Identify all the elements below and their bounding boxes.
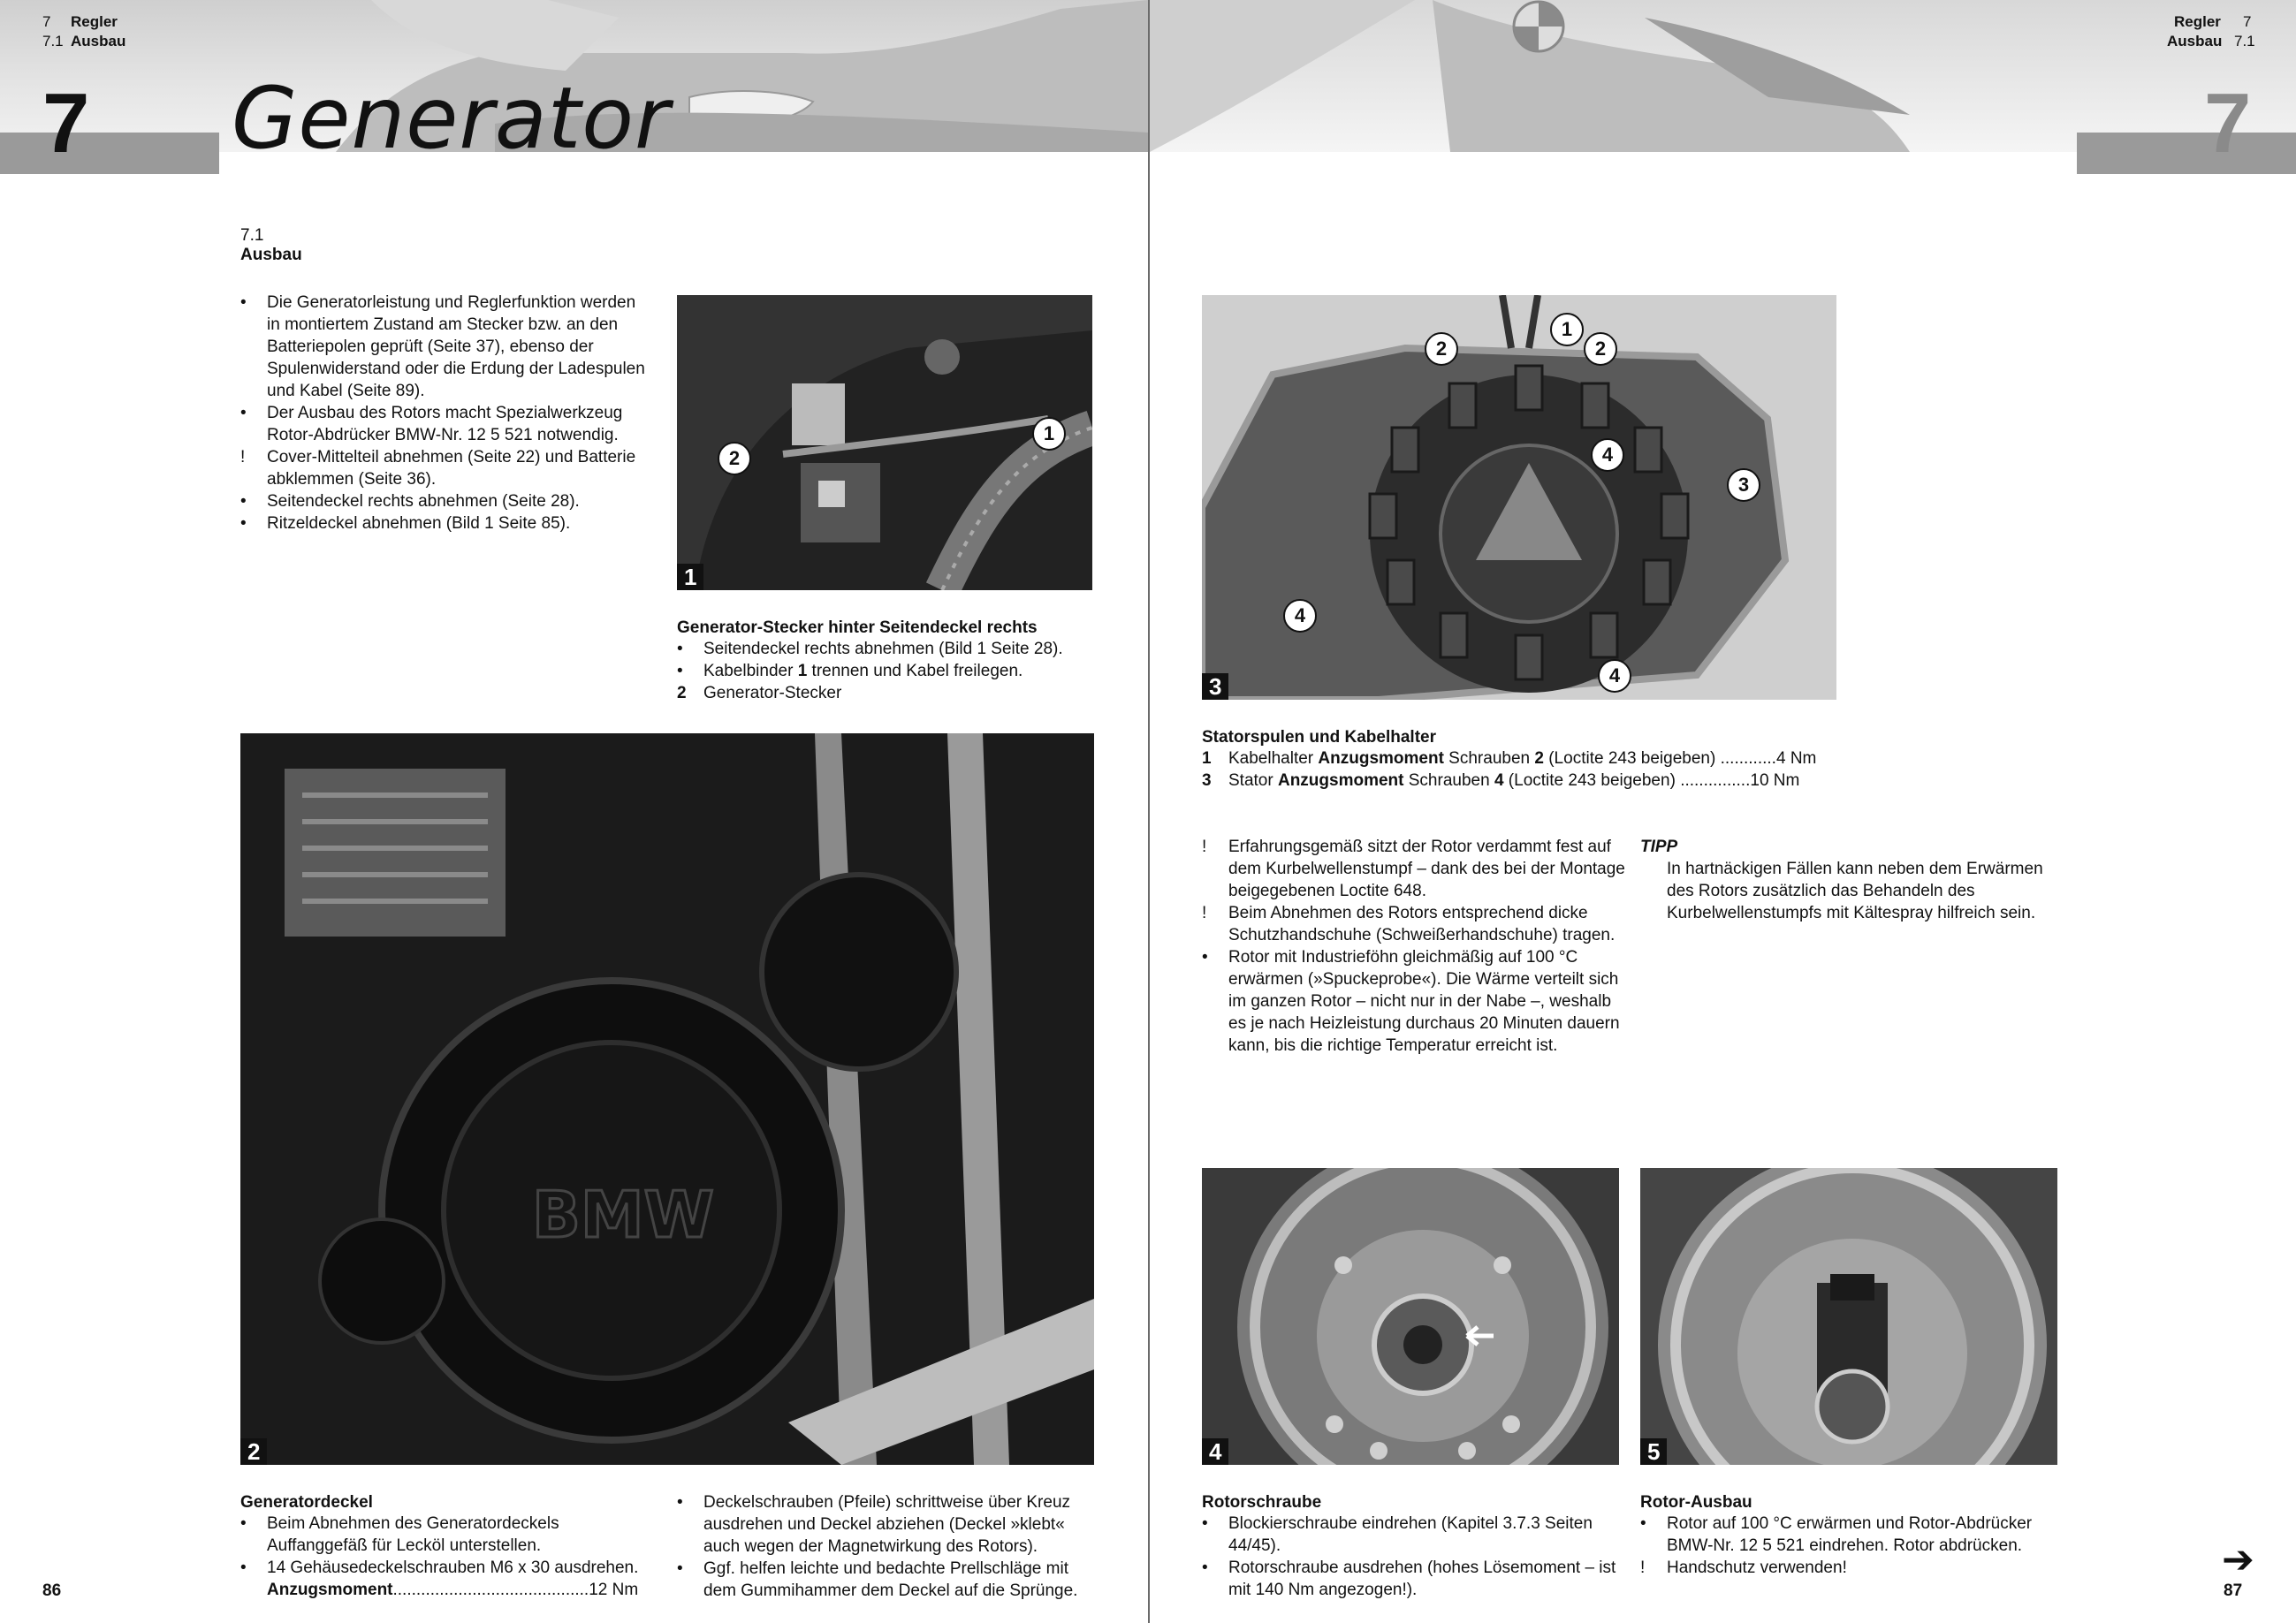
list-item: • Ggf. helfen leichte und bedachte Prellschläge mit dem Gummihammer dem Deckel auf die Sprünge. [677, 1559, 1078, 1600]
rotor-warning-list [1202, 836, 1626, 1057]
list-item: • Blockierschraube eindrehen (Kapitel 3.7.3 Seiten 44/45). [1202, 1514, 1593, 1555]
chapter-bar-left [0, 133, 219, 174]
running-head-section-num-right: 7.1 [2234, 33, 2255, 49]
list-item: 2 Generator-Stecker [677, 684, 842, 702]
chapter-bar-right [2077, 133, 2296, 174]
list-item: • Seitendeckel rechts abnehmen (Seite 28). [240, 492, 580, 511]
list-item: ! Handschutz verwenden! [1640, 1559, 1847, 1577]
list-item: • 14 Gehäusedeckelschrauben M6 x 30 ausdrehen. [240, 1559, 639, 1577]
list-item: • Kabelbinder 1 trennen und Kabel freilegen. [677, 662, 1023, 680]
list-item: • Rotor auf 100 °C erwärmen und Rotor-Abdrücker BMW-Nr. 12 5 521 eindrehen. Rotor abdrücken. [1640, 1514, 2033, 1555]
photo-3-callout-2a: 2 [1425, 332, 1458, 366]
running-head-chapter-num-right: 7 [2243, 13, 2252, 30]
list-item: • Seitendeckel rechts abnehmen (Bild 1 Seite 28). [677, 640, 1063, 658]
photo-3-stator-coils [1202, 295, 1836, 700]
header-banner-right [1150, 0, 2296, 152]
photo-3-callout-4c: 4 [1598, 659, 1631, 693]
photo-1-caption-list [677, 638, 1119, 704]
page-number-left: 86 [42, 1581, 62, 1600]
svg-text:BMW: BMW [532, 1178, 714, 1252]
photo-1-number: 1 [677, 564, 703, 590]
photo-2-caption-list-left [240, 1513, 647, 1601]
list-item: • Rotorschraube ausdrehen (hohes Lösemoment – ist mit 140 Nm angezogen!). [1202, 1559, 1616, 1599]
page-number-right: 87 [2224, 1581, 2243, 1600]
tip-text: In hartnäckigen Fällen kann neben dem Erwärmen des Rotors zusätzlich das Behandeln des Kurbelwellenstumpfs mit Kältespray hilfreich sein. [1667, 860, 2043, 922]
photo-3-caption-title: Statorspulen und Kabelhalter [1202, 728, 1436, 747]
motorcycle-fairing-illustration [1150, 0, 2296, 152]
running-head-chapter-name-right: Regler [2174, 13, 2221, 30]
photo-5-rotor-removal [1640, 1168, 2057, 1465]
photo-4-rotor-bolt [1202, 1168, 1619, 1465]
photo-3-callout-4b: 4 [1283, 599, 1317, 633]
photo-5-caption-list [1640, 1513, 2064, 1579]
chapter-number: 7 [42, 76, 90, 171]
list-item: • Rotor mit Industrieföhn gleichmäßig auf 100 °C erwärmen (»Spuckeprobe«). Die Wärme verteilt sich im ganzen Rotor – nicht nur in der Nabe –, weshalb es je nach Heizleistung durchaus 20 Minuten dauern kann, bis die richtige Temperatur erreicht ist. [1202, 948, 1620, 1055]
photo-5-caption-title: Rotor-Ausbau [1640, 1493, 1752, 1512]
photo-2-generator-cover [240, 733, 1094, 1465]
list-item: • Deckelschrauben (Pfeile) schrittweise über Kreuz ausdrehen und Deckel abziehen (Deckel »klebt« auch wegen der Magnetwirkung des Rotors). [677, 1493, 1071, 1556]
section-title: Ausbau [240, 246, 302, 264]
photo-4-number: 4 [1202, 1438, 1228, 1465]
photo-4-caption-title: Rotorschraube [1202, 1493, 1322, 1512]
tip-box [1640, 836, 2056, 924]
photo-3-torque-row-2: 3 Stator Anzugsmoment Schrauben 4 (Loctite 243 beigeben) ...............10 Nm [1202, 771, 1800, 790]
list-item: ! Cover-Mittelteil abnehmen (Seite 22) und Batterie abklemmen (Seite 36). [240, 448, 636, 489]
photo-1-generator-connector [677, 295, 1092, 590]
list-item: • Der Ausbau des Rotors macht Spezialwerkzeug Rotor-Abdrücker BMW-Nr. 12 5 521 notwendig. [240, 404, 623, 444]
tip-label: TIPP [1640, 838, 1678, 856]
photo-2-number: 2 [240, 1438, 267, 1465]
photo-3-number: 3 [1202, 673, 1228, 700]
list-item: • Die Generatorleistung und Reglerfunktion werden in montiertem Zustand am Stecker bzw. an den Batteriepolen geprüft (Seite 37), ebenso der Spulenwiderstand oder die Erdung der Ladespulen und Kabel (Seite 89). [240, 293, 645, 400]
photo-1-caption-title: Generator-Stecker hinter Seitendeckel rechts [677, 618, 1038, 637]
photo-3-callout-3: 3 [1727, 468, 1760, 502]
running-head-chapter-num: 7 [42, 13, 51, 30]
chapter-number-right: 7 [2204, 76, 2252, 171]
photo-3-torque-row-1: 1 Kabelhalter Anzugsmoment Schrauben 2 (Loctite 243 beigeben) ............4 Nm [1202, 749, 1817, 768]
photo-3-callout-4a: 4 [1591, 438, 1624, 472]
list-item: • Ritzeldeckel abnehmen (Bild 1 Seite 85). [240, 514, 571, 533]
chapter-title: Generator [232, 69, 671, 168]
list-item: Anzugsmoment..........................................12 Nm [267, 1581, 639, 1599]
running-head-chapter-name: Regler [71, 13, 118, 30]
list-item: ! Beim Abnehmen des Rotors entsprechend dicke Schutzhandschuhe (Schweißerhandschuhe) tragen. [1202, 904, 1616, 944]
running-head-section-num: 7.1 [42, 33, 64, 49]
photo-2-caption-title: Generatordeckel [240, 1493, 373, 1512]
running-head-section-name: Ausbau [71, 33, 126, 49]
photo-3-callout-1: 1 [1550, 313, 1584, 346]
intro-list [240, 292, 647, 535]
photo-5-number: 5 [1640, 1438, 1667, 1465]
list-item: ! Erfahrungsgemäß sitzt der Rotor verdammt fest auf dem Kurbelwellenstumpf – dank des bei der Montage beigegebenen Loctite 648. [1202, 838, 1625, 900]
photo-4-caption-list [1202, 1513, 1626, 1601]
next-page-arrow-icon[interactable]: ➔ [2222, 1537, 2254, 1582]
list-item: • Beim Abnehmen des Generatordeckels Auffanggefäß für Lecköl unterstellen. [240, 1514, 559, 1555]
section-number: 7.1 [240, 226, 264, 245]
photo-1-callout-1: 1 [1032, 417, 1066, 451]
running-head-section-name-right: Ausbau [2167, 33, 2223, 49]
photo-3-callout-2b: 2 [1584, 332, 1617, 366]
gutter-rule [1148, 0, 1150, 1623]
photo-1-callout-2: 2 [718, 442, 751, 475]
photo-2-caption-list-right [677, 1491, 1092, 1602]
